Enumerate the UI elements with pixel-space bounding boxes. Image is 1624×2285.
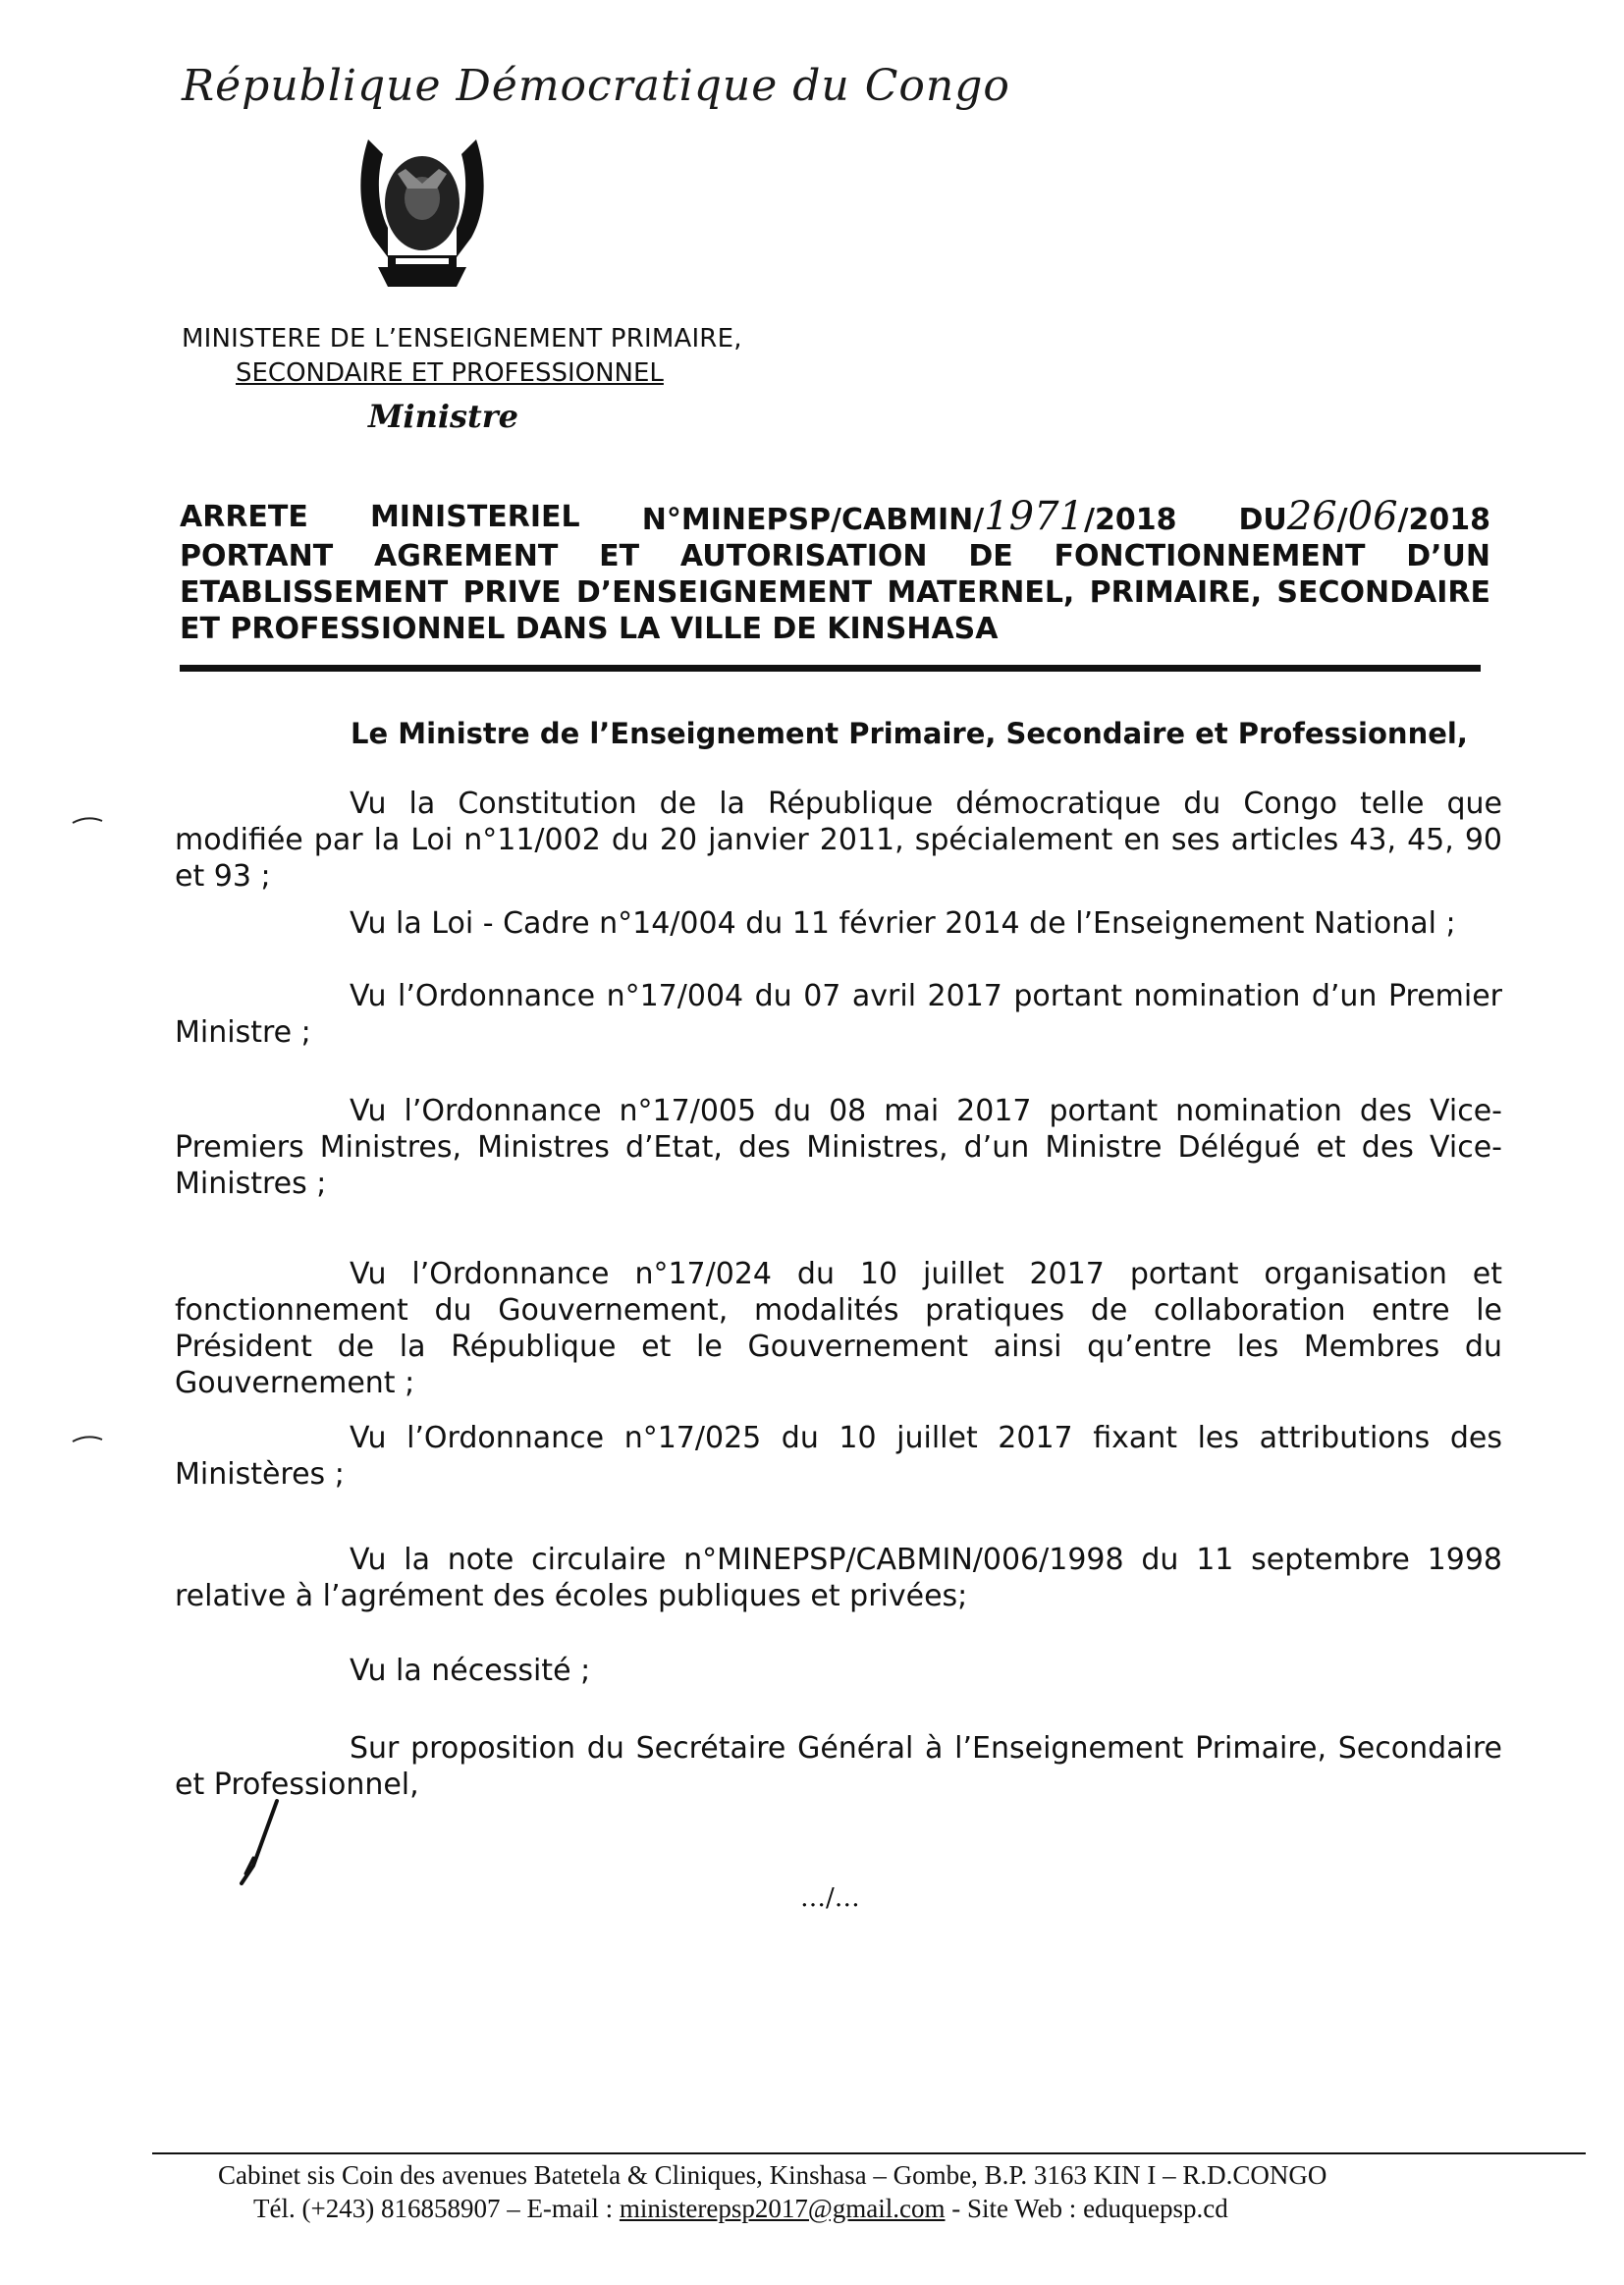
ref-prefix: N°MINEPSP/CABMIN/	[641, 503, 985, 537]
footer-email-link[interactable]: ministerepsp2017@gmail.com	[619, 2194, 946, 2223]
decree-title	[180, 494, 1490, 647]
paragraph-ordonnance-17-025: Vu l’Ordonnance n°17/025 du 10 juillet 2017 fixant les attributions des Ministères ;	[175, 1421, 1502, 1492]
margin-mark	[71, 815, 104, 825]
decree-title-line3: ETABLISSEMENT PRIVE D’ENSEIGNEMENT MATERNEL, PRIMAIRE, SECONDAIRE	[180, 575, 1490, 610]
decree-title-line1	[180, 494, 1490, 539]
coat-of-arms-emblem	[349, 130, 496, 297]
title-word-ministeriel: MINISTERIEL	[369, 500, 580, 534]
handwritten-date-day: 26	[1286, 494, 1337, 539]
minister-heading: Le Ministre de l’Enseignement Primaire, Secondaire et Professionnel,	[351, 717, 1468, 750]
handwritten-initial-mark	[236, 1797, 285, 1885]
paragraph-loi-cadre: Vu la Loi - Cadre n°14/004 du 11 février 2014 de l’Enseignement National ;	[350, 906, 1456, 941]
paragraph-ordonnance-17-024: Vu l’Ordonnance n°17/024 du 10 juillet 2017 portant organisation et fonctionnement du Gouvernement, modalités pratiques de collaboration entre le Président de la République et le Gouvernement ainsi qu’entre les Membres du Gouvernement ;	[175, 1257, 1502, 1400]
date-year: /2018	[1397, 503, 1490, 537]
ref-suffix: /2018	[1083, 503, 1177, 537]
republic-title: République Démocratique du Congo	[182, 61, 1010, 111]
footer-telephone: Tél. (+243) 816858907 – E-mail :	[253, 2194, 620, 2223]
decree-title-line4: ET PROFESSIONNEL DANS LA VILLE DE KINSHASA	[180, 612, 999, 646]
title-word-arrete: ARRETE	[180, 500, 308, 534]
decree-reference	[641, 494, 1177, 539]
footer-divider	[152, 2152, 1586, 2154]
footer-contact	[253, 2194, 1228, 2224]
paragraph-constitution: Vu la Constitution de la République démocratique du Congo telle que modifiée par la Loi n°11/002 du 20 janvier 2011, spécialement en ses articles 43, 45, 90 et 93 ;	[175, 787, 1502, 894]
paragraph-note-circulaire: Vu la note circulaire n°MINEPSP/CABMIN/006/1998 du 11 septembre 1998 relative à l’agrément des écoles publiques et privées;	[175, 1543, 1502, 1613]
page-continuation: …/…	[800, 1883, 860, 1913]
paragraph-ordonnance-17-004: Vu l’Ordonnance n°17/004 du 07 avril 2017 portant nomination d’un Premier Ministre ;	[175, 979, 1502, 1050]
decree-date	[1238, 494, 1491, 539]
ministry-name-line1: MINISTERE DE L’ENSEIGNEMENT PRIMAIRE,	[182, 324, 742, 354]
handwritten-date-month: 06	[1347, 494, 1398, 539]
footer-address: Cabinet sis Coin des avenues Batetela & Cliniques, Kinshasa – Gombe, B.P. 3163 KIN I – R.D.CONGO	[218, 2160, 1327, 2190]
margin-mark	[71, 1434, 104, 1443]
paragraph-ordonnance-17-005: Vu l’Ordonnance n°17/005 du 08 mai 2017 portant nomination des Vice-Premiers Ministres, Ministres d’Etat, des Ministres, d’un Ministre Délégué et des Vice-Ministres ;	[175, 1094, 1502, 1201]
ministre-label: Ministre	[368, 398, 519, 435]
paragraph-necessite: Vu la nécessité ;	[350, 1654, 591, 1688]
handwritten-ref-number: 1971	[984, 494, 1084, 539]
date-separator: /	[1336, 503, 1348, 537]
paragraph-proposition: Sur proposition du Secrétaire Général à l’Enseignement Primaire, Secondaire et Professionnel,	[175, 1731, 1502, 1802]
date-prefix: DU	[1238, 503, 1287, 537]
footer-website: - Site Web : eduquepsp.cd	[945, 2194, 1228, 2223]
ministry-name-line2: SECONDAIRE ET PROFESSIONNEL	[236, 358, 664, 388]
decree-title-line2: PORTANT AGREMENT ET AUTORISATION DE FONCTIONNEMENT D’UN	[180, 539, 1490, 573]
title-divider	[180, 665, 1481, 672]
